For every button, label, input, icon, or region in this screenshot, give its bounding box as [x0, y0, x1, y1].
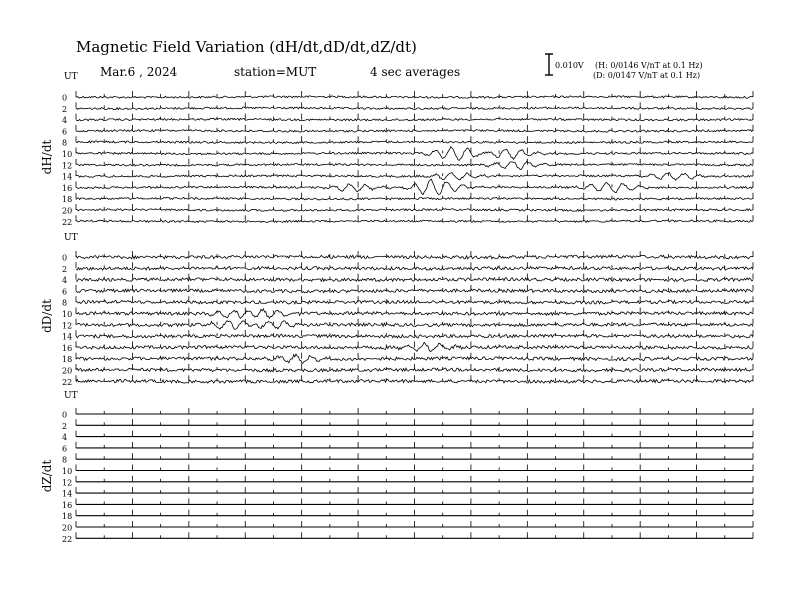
row-ticks	[76, 419, 753, 425]
averaging-label: 4 sec averages	[370, 65, 461, 79]
hour-label: 20	[62, 523, 73, 533]
row-ticks	[76, 170, 753, 176]
hour-label: 14	[62, 172, 73, 182]
hour-label: 12	[62, 161, 73, 171]
row-ticks	[76, 193, 753, 199]
hour-label: 12	[62, 321, 73, 331]
hour-label: 20	[62, 366, 73, 376]
dD-trace	[76, 266, 753, 270]
row-ticks	[76, 532, 753, 538]
row-ticks	[76, 498, 753, 504]
hour-label: 14	[62, 332, 73, 342]
date-label: Mar.6 , 2024	[100, 65, 178, 79]
hour-label: 10	[62, 467, 73, 476]
hour-label: 8	[62, 455, 68, 465]
row-ticks	[76, 465, 753, 471]
hour-label: 4	[62, 116, 68, 126]
hour-label: 6	[62, 444, 68, 454]
hour-label: 0	[62, 93, 68, 103]
hour-label: 22	[62, 377, 73, 387]
hour-label: 18	[62, 195, 73, 205]
hour-label: 6	[62, 127, 68, 137]
station-label: station=MUT	[234, 65, 317, 79]
row-ticks	[76, 510, 753, 516]
hour-label: 12	[62, 478, 73, 488]
hour-label: 6	[62, 287, 68, 297]
hour-label: 16	[62, 500, 73, 510]
dD-panel	[40, 233, 753, 387]
hour-label: 2	[62, 421, 68, 431]
hour-label: 22	[62, 534, 73, 544]
row-ticks	[76, 114, 753, 120]
row-ticks	[76, 102, 753, 108]
y-axis-label: dD/dt	[40, 299, 54, 333]
hour-label: 2	[62, 104, 68, 114]
row-ticks	[76, 453, 753, 459]
hour-label: 22	[62, 217, 73, 227]
dD-trace	[76, 300, 753, 304]
hour-label: 10	[62, 150, 73, 159]
hour-label: 2	[62, 264, 68, 274]
y-axis-label: dH/dt	[40, 139, 54, 175]
hour-label: 4	[62, 433, 68, 443]
row-ticks	[76, 521, 753, 527]
scale-value-label: 0.010V	[555, 61, 584, 70]
dD-trace	[76, 255, 753, 259]
hour-label: 0	[62, 410, 68, 420]
ut-label: UT	[64, 233, 78, 243]
row-ticks	[76, 431, 753, 437]
hour-label: 14	[62, 489, 73, 499]
row-ticks	[76, 476, 753, 482]
row-ticks	[76, 148, 753, 154]
hour-label: 16	[62, 183, 73, 193]
ut-label: UT	[64, 391, 78, 401]
row-ticks	[76, 319, 753, 325]
hour-label: 20	[62, 206, 73, 216]
row-ticks	[76, 159, 753, 165]
dH-panel	[40, 72, 753, 227]
hour-label: 0	[62, 253, 68, 263]
chart-title: Magnetic Field Variation (dH/dt,dD/dt,dZ/dt)	[76, 38, 417, 56]
hour-label: 18	[62, 355, 73, 365]
hour-label: 8	[62, 298, 68, 308]
row-ticks	[76, 442, 753, 448]
hour-label: 8	[62, 138, 68, 148]
scale-h-label: (H: 0/0146 V/nT at 0.1 Hz)	[595, 61, 703, 70]
scale-d-label: (D: 0/0147 V/nT at 0.1 Hz)	[593, 71, 701, 80]
row-ticks	[76, 91, 753, 97]
y-axis-label: dZ/dt	[40, 459, 54, 493]
hour-label: 4	[62, 276, 68, 286]
hour-label: 16	[62, 343, 73, 353]
row-ticks	[76, 408, 753, 414]
ut-label: UT	[64, 72, 78, 82]
row-ticks	[76, 341, 753, 347]
row-ticks	[76, 487, 753, 493]
dZ-panel	[40, 391, 753, 544]
hour-label: 18	[62, 512, 73, 522]
dH-trace	[76, 209, 753, 212]
hour-label: 10	[62, 310, 73, 319]
scale-bar	[545, 54, 553, 75]
